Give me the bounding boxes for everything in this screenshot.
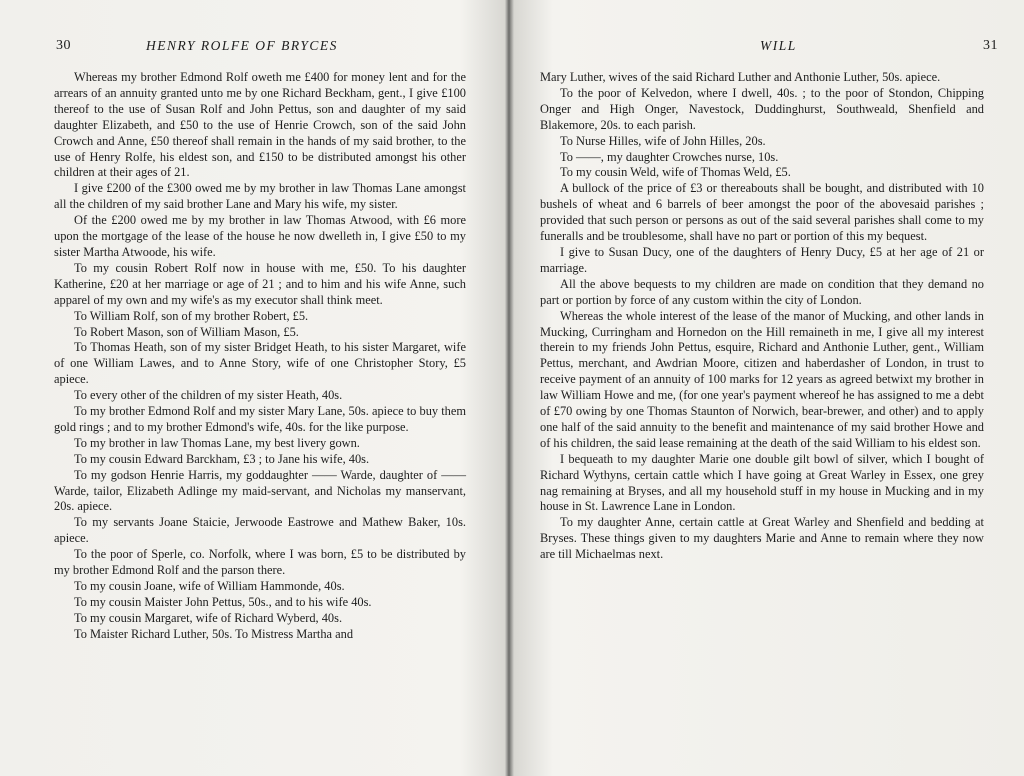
continued-paragraph: Mary Luther, wives of the said Richard Luther and Anthonie Luther, 50s. apiece. xyxy=(540,70,941,84)
left-page-header xyxy=(56,38,486,58)
paragraph: Whereas my brother Edmond Rolf oweth me £400 for money lent and for the arrears of an annuity granted unto me by one Richard Beckham, gent., I give £100 thereof to the use of Susan Rolf and John Pettus, son and daughter of my said daughter Elizabeth, and £50 to the use of Henrie Crowch, son of the said John Crowch and Anne, £50 thereof shall remain in the hands of my said brother, to the use of Henry Rolfe, his eldest son, and £150 to be distributed amongst his other children at their ages of 21. xyxy=(54,70,466,180)
paragraph: All the above bequests to my children are made on condition that they demand no part or portion by force of any custom within the city of London. xyxy=(540,276,984,307)
paragraph: To Nurse Hilles, wife of John Hilles, 20s. xyxy=(560,133,766,148)
left-page xyxy=(0,0,508,776)
right-running-title: WILL xyxy=(760,38,797,53)
paragraph: Whereas the whole interest of the lease of the manor of Mucking, and other lands in Mucking, Curringham and Hornedon on the Hill remaineth in me, I give all my interest therein to my friends John Pettus, esquire, Richard and Anthonie Luther, gent., William Pettus, merchant, and Awdrian Moore, citizen and haberdasher of London, in trust to receive payment of an annuity of 100 marks for 12 years as agreed betwixt my brother in law William Howe and me, (for one year's payment whereof he has assigned to me a debt of £70 owing by one Thomas Staunton of Norwich, bear-brewer, and other) and to apply one half of the said annuity to the benefit and maintenance of my said brother Howe and of his children, the said lease remaining at the death of the said William to his eldest son. xyxy=(540,308,984,450)
paragraph: To every other of the children of my sister Heath, 40s. xyxy=(74,388,343,403)
paragraph: To William Rolf, son of my brother Robert, £5. xyxy=(74,308,309,323)
paragraph: I give to Susan Ducy, one of the daughters of Henry Ducy, £5 at her age of 21 or marriage. xyxy=(540,244,984,275)
paragraph: A bullock of the price of £3 or thereabouts shall be bought, and distributed with 10 bushels of wheat and 6 barrels of beer amongst the poor of the abovesaid parishes ; provided that such person or persons as out of the said several parishes shall come to my funeralls and be troublesome, shall have no part or portion of this my bequest. xyxy=(540,181,984,244)
left-running-title: HENRY ROLFE OF BRYCES xyxy=(146,38,338,53)
left-page-body xyxy=(54,70,466,643)
paragraph: To my cousin Robert Rolf now in house with me, £50. To his daughter Katherine, £20 at her marriage or age of 21 ; and to him and his wife Anne, such apparel of my own and my wife's as my executor shall think meet. xyxy=(54,260,466,307)
paragraph: To my cousin Maister John Pettus, 50s., and to his wife 40s. xyxy=(74,594,372,609)
paragraph: To Robert Mason, son of William Mason, £5. xyxy=(74,324,299,339)
right-page-header xyxy=(554,38,998,58)
right-page-body xyxy=(540,70,984,563)
paragraph: To my godson Henrie Harris, my goddaughter —— Warde, daughter of —— Warde, tailor, Elizabeth Adlinge my maid-servant, and Nicholas my manservant, 20s. apiece. xyxy=(54,467,466,514)
paragraph: To my cousin Weld, wife of Thomas Weld, £5. xyxy=(560,165,791,180)
paragraph: To the poor of Sperle, co. Norfolk, where I was born, £5 to be distributed by my brother Edmond Rolf and the parson there. xyxy=(54,547,466,578)
paragraph: To the poor of Kelvedon, where I dwell, 40s. ; to the poor of Stondon, Chipping Onger and High Onger, Navestock, Duddinghurst, Southweald, Shenfield and Blakemore, 20s. to each parish. xyxy=(540,85,984,132)
paragraph: To Maister Richard Luther, 50s. To Mistress Martha and xyxy=(74,626,354,641)
paragraph: To my cousin Edward Barckham, £3 ; to Jane his wife, 40s. xyxy=(74,451,370,466)
paragraph: To my servants Joane Staicie, Jerwoode Eastrowe and Mathew Baker, 10s. apiece. xyxy=(54,515,466,546)
paragraph: Of the £200 owed me by my brother in law Thomas Atwood, with £6 more upon the mortgage of the lease of the house he now dwelleth in, I give £50 to my sister Martha Atwoode, his wife. xyxy=(54,213,466,259)
paragraph: To my brother in law Thomas Lane, my best livery gown. xyxy=(74,435,360,450)
paragraph: To Thomas Heath, son of my sister Bridget Heath, to his sister Margaret, wife of one William Lawes, and to Anne Story, wife of one Christopher Story, £5 apiece. xyxy=(54,340,466,387)
right-page xyxy=(514,0,1024,776)
paragraph: To my cousin Margaret, wife of Richard Wyberd, 40s. xyxy=(74,610,343,625)
paragraph: I give £200 of the £300 owed me by my brother in law Thomas Lane amongst all the children of my said brother Lane and Mary his wife, my sister. xyxy=(54,181,466,212)
paragraph: I bequeath to my daughter Marie one double gilt bowl of silver, which I bought of Richard Wythyns, certain cattle which I have going at Great Warley in Essex, one grey nag remaining at Bryses, and all my household stuff in my house in Mucking and in my house in St. Lawrence Lane in London. xyxy=(540,451,984,514)
right-page-number: 31 xyxy=(983,38,998,53)
paragraph: To my cousin Joane, wife of William Hammonde, 40s. xyxy=(74,579,345,593)
paragraph: To my daughter Anne, certain cattle at Great Warley and Shenfield and bedding at Bryses. These things given to my daughters Marie and Anne to remain where they now are till Michaelmas next. xyxy=(540,515,984,562)
paragraph: To ——, my daughter Crowches nurse, 10s. xyxy=(560,149,779,164)
left-page-number: 30 xyxy=(56,38,71,53)
paragraph: To my brother Edmond Rolf and my sister Mary Lane, 50s. apiece to buy them gold rings ; and to my brother Edmond's wife, 40s. for the like purpose. xyxy=(54,404,466,434)
